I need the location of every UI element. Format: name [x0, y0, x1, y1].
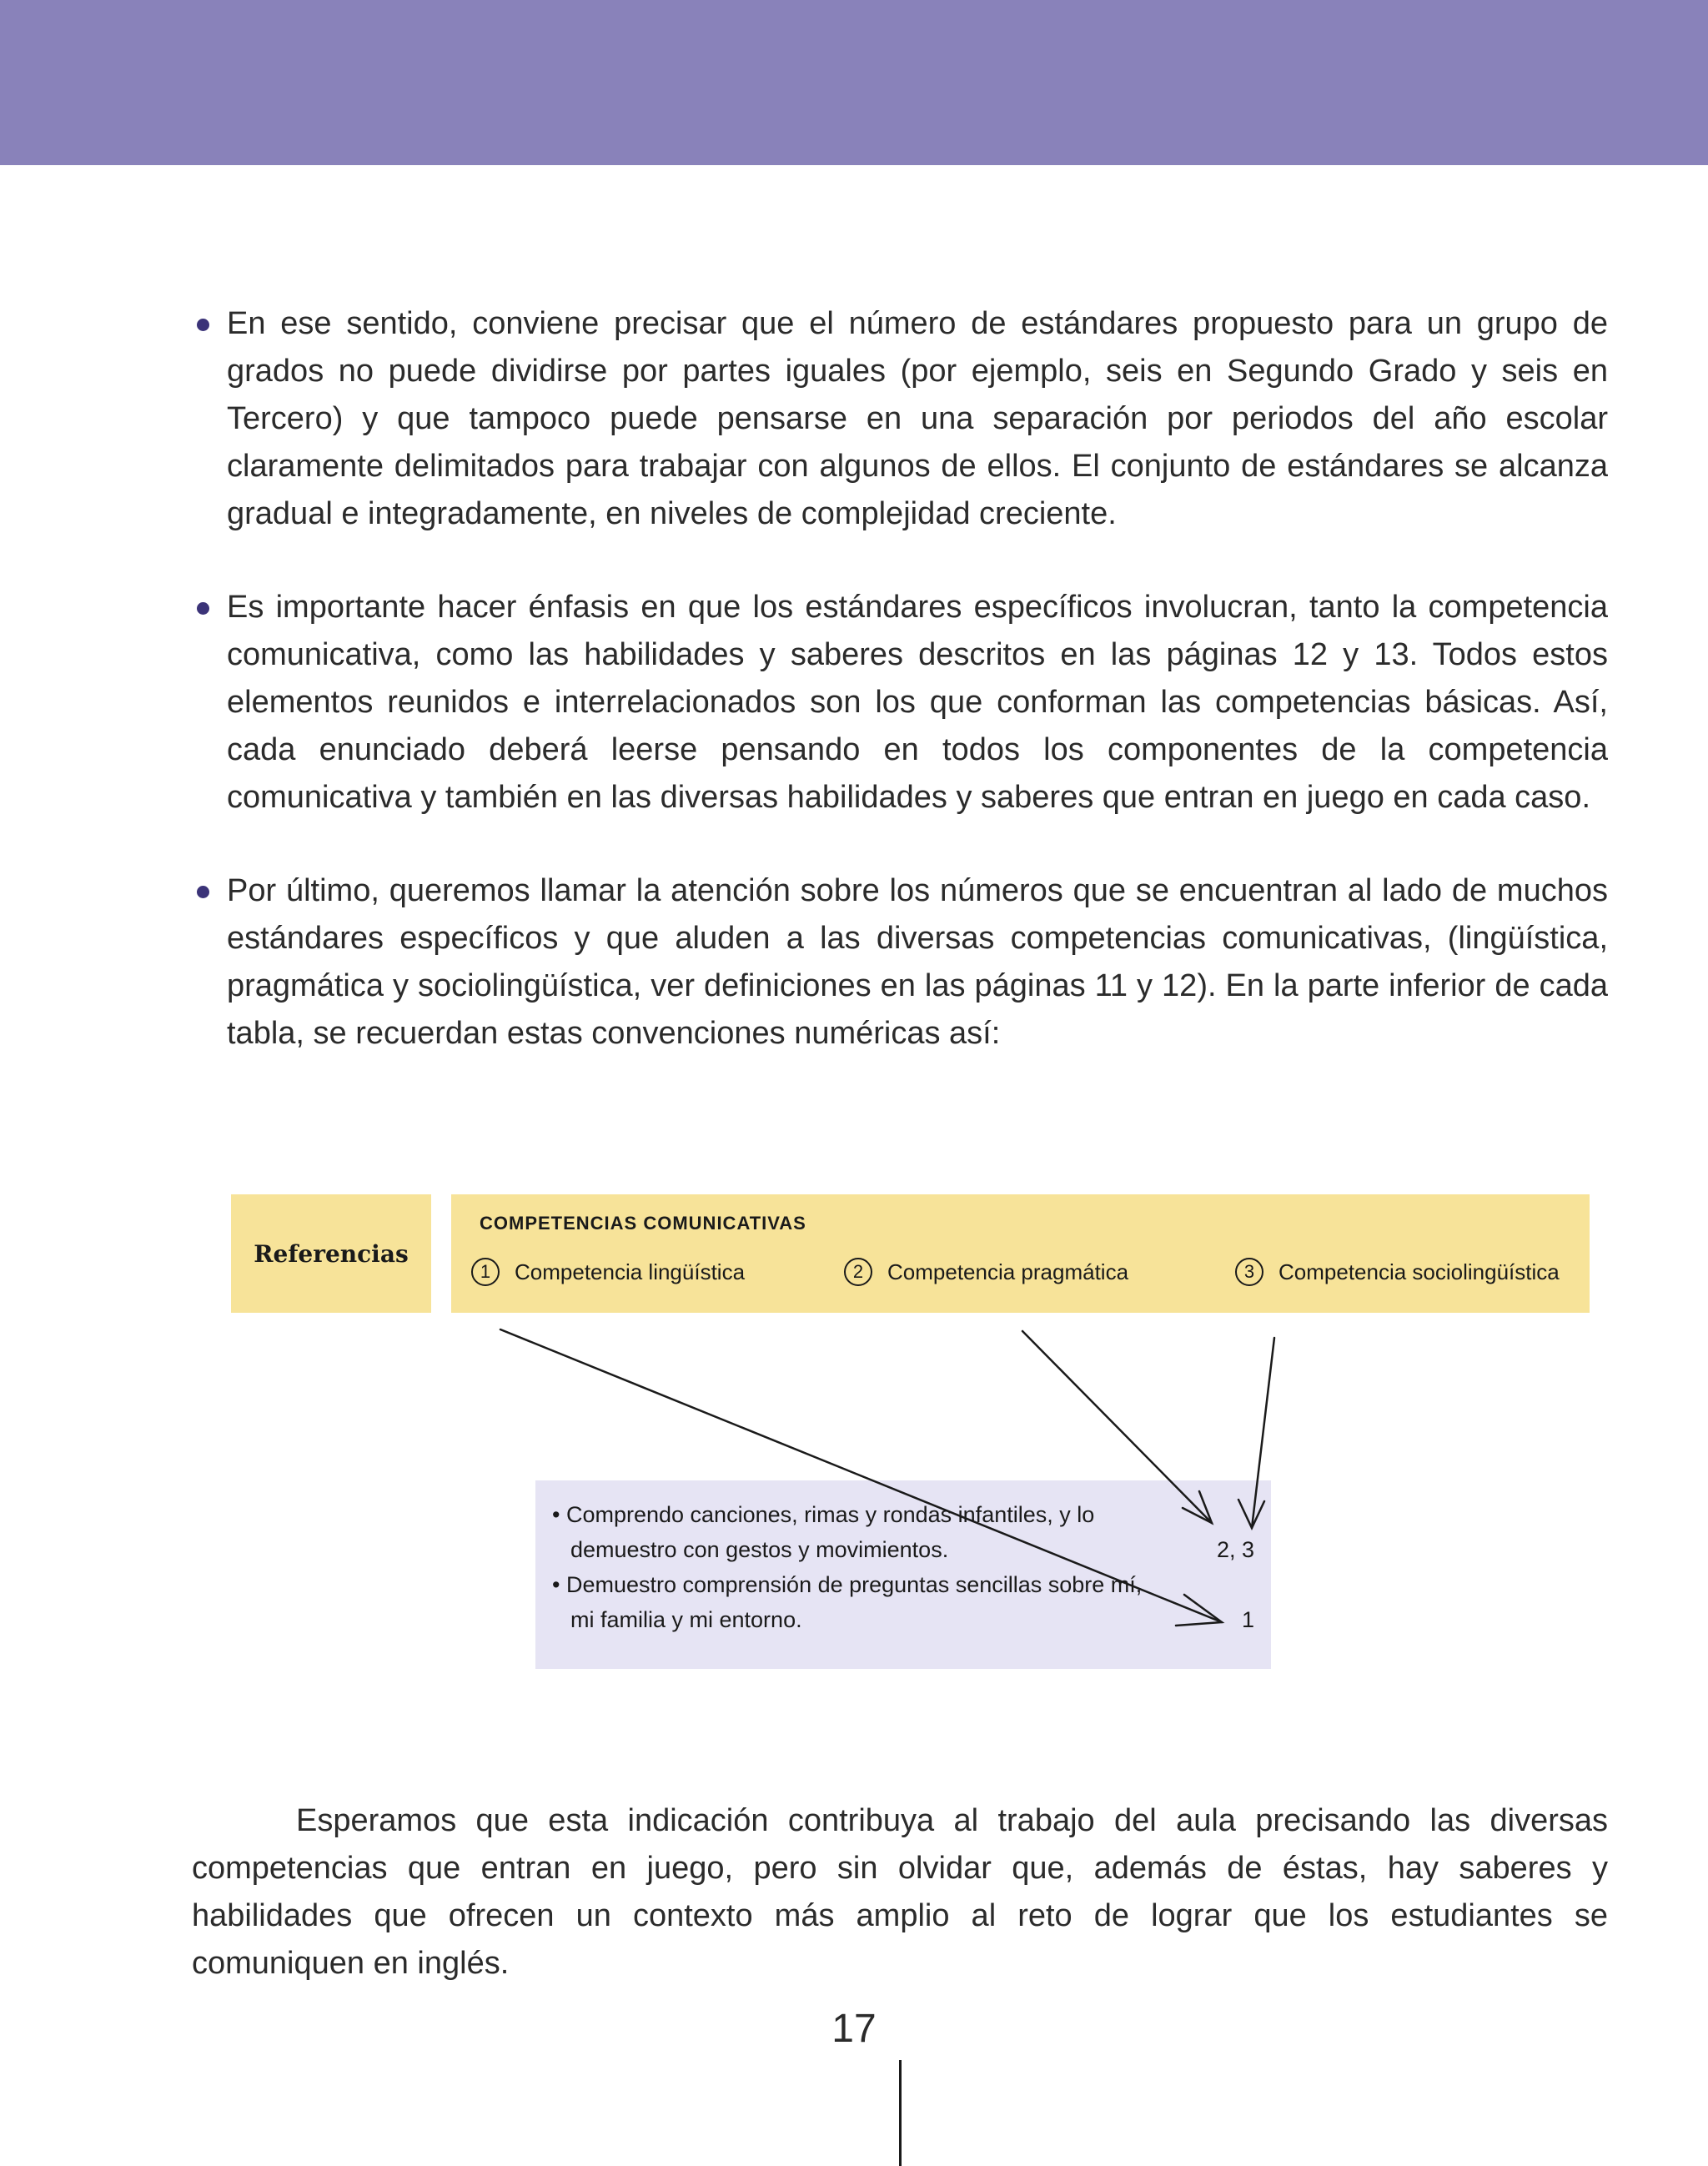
- competency-number: 3: [1235, 1258, 1263, 1286]
- paragraph-text: Por último, queremos llamar la atención sobre los números que se encuentran al lado de muchos estándares específicos y que aluden a las diversas competencias comunicativas, (lingüística, pragmática y sociolingüística, ver definiciones en las páginas 11 y 12). En la parte inferior de cada tabla, se recuerdan estas convenciones numéricas así:: [227, 873, 1608, 1051]
- competency-number: 1: [471, 1258, 500, 1286]
- competency-pragmatic: [844, 1258, 1128, 1286]
- header-band: [0, 0, 1708, 165]
- bullet-paragraph-1: [227, 300, 1608, 538]
- example-code: 2, 3: [1216, 1537, 1254, 1562]
- example-line: demuestro con gestos y movimientos.: [570, 1537, 949, 1562]
- bottom-rule: [899, 2060, 902, 2166]
- bullet-dot: [197, 886, 209, 898]
- references-label-box: [231, 1194, 431, 1313]
- competency-sociolinguistic: [1235, 1258, 1560, 1286]
- bullet-dot: [197, 319, 209, 331]
- competency-linguistic: [471, 1258, 745, 1286]
- competency-number: 2: [844, 1258, 872, 1286]
- paragraph-text: En ese sentido, conviene precisar que el número de estándares propuesto para un grupo de grados no puede dividirse por partes iguales (por ejemplo, seis en Segundo Grado y seis en Tercero) y que tampoco puede pensarse en una separación por periodos del año escolar claramente delimitados para trabajar con algunos de ellos. El conjunto de estándares se alcanza gradual e integradamente, en niveles de complejidad creciente.: [227, 306, 1608, 531]
- example-line: • Demuestro comprensión de preguntas sencillas sobre mí,: [552, 1572, 1143, 1597]
- closing-paragraph: Esperamos que esta indicación contribuya al trabajo del aula precisando las diversas competencias que entran en juego, pero sin olvidar que, además de éstas, hay saberes y habilidades que ofrecen un contexto más amplio al reto de lograr que los estudiantes se comuniquen en inglés.: [192, 1803, 1608, 1981]
- example-line: mi familia y mi entorno.: [570, 1607, 802, 1632]
- references-label: Referencias: [254, 1239, 409, 1268]
- bullet-dot: [197, 602, 209, 615]
- competency-label: Competencia sociolingüística: [1278, 1259, 1560, 1284]
- page-number: 17: [831, 2007, 877, 2051]
- example-code: 1: [1241, 1607, 1254, 1632]
- bullet-paragraph-2: [227, 584, 1608, 822]
- competency-label: Competencia lingüística: [515, 1259, 746, 1284]
- competencies-heading: COMPETENCIAS COMUNICATIVAS: [480, 1213, 806, 1234]
- paragraph-text: Es importante hacer énfasis en que los estándares específicos involucran, tanto la competencia comunicativa, como las habilidades y saberes descritos en las páginas 12 y 13. Todos estos elementos reunidos e interrelacionados son los que conforman las competencias básicas. Así, cada enunciado deberá leerse pensando en todos los componentes de la competencia comunicativa y también en las diversas habilidades y saberes que entran en juego en cada caso.: [227, 590, 1608, 815]
- competencies-box: [451, 1194, 1590, 1313]
- bullet-paragraph-3: [227, 867, 1608, 1058]
- competency-label: Competencia pragmática: [887, 1259, 1129, 1284]
- example-standards-box: [535, 1480, 1271, 1669]
- example-line: • Comprendo canciones, rimas y rondas infantiles, y lo: [552, 1502, 1095, 1527]
